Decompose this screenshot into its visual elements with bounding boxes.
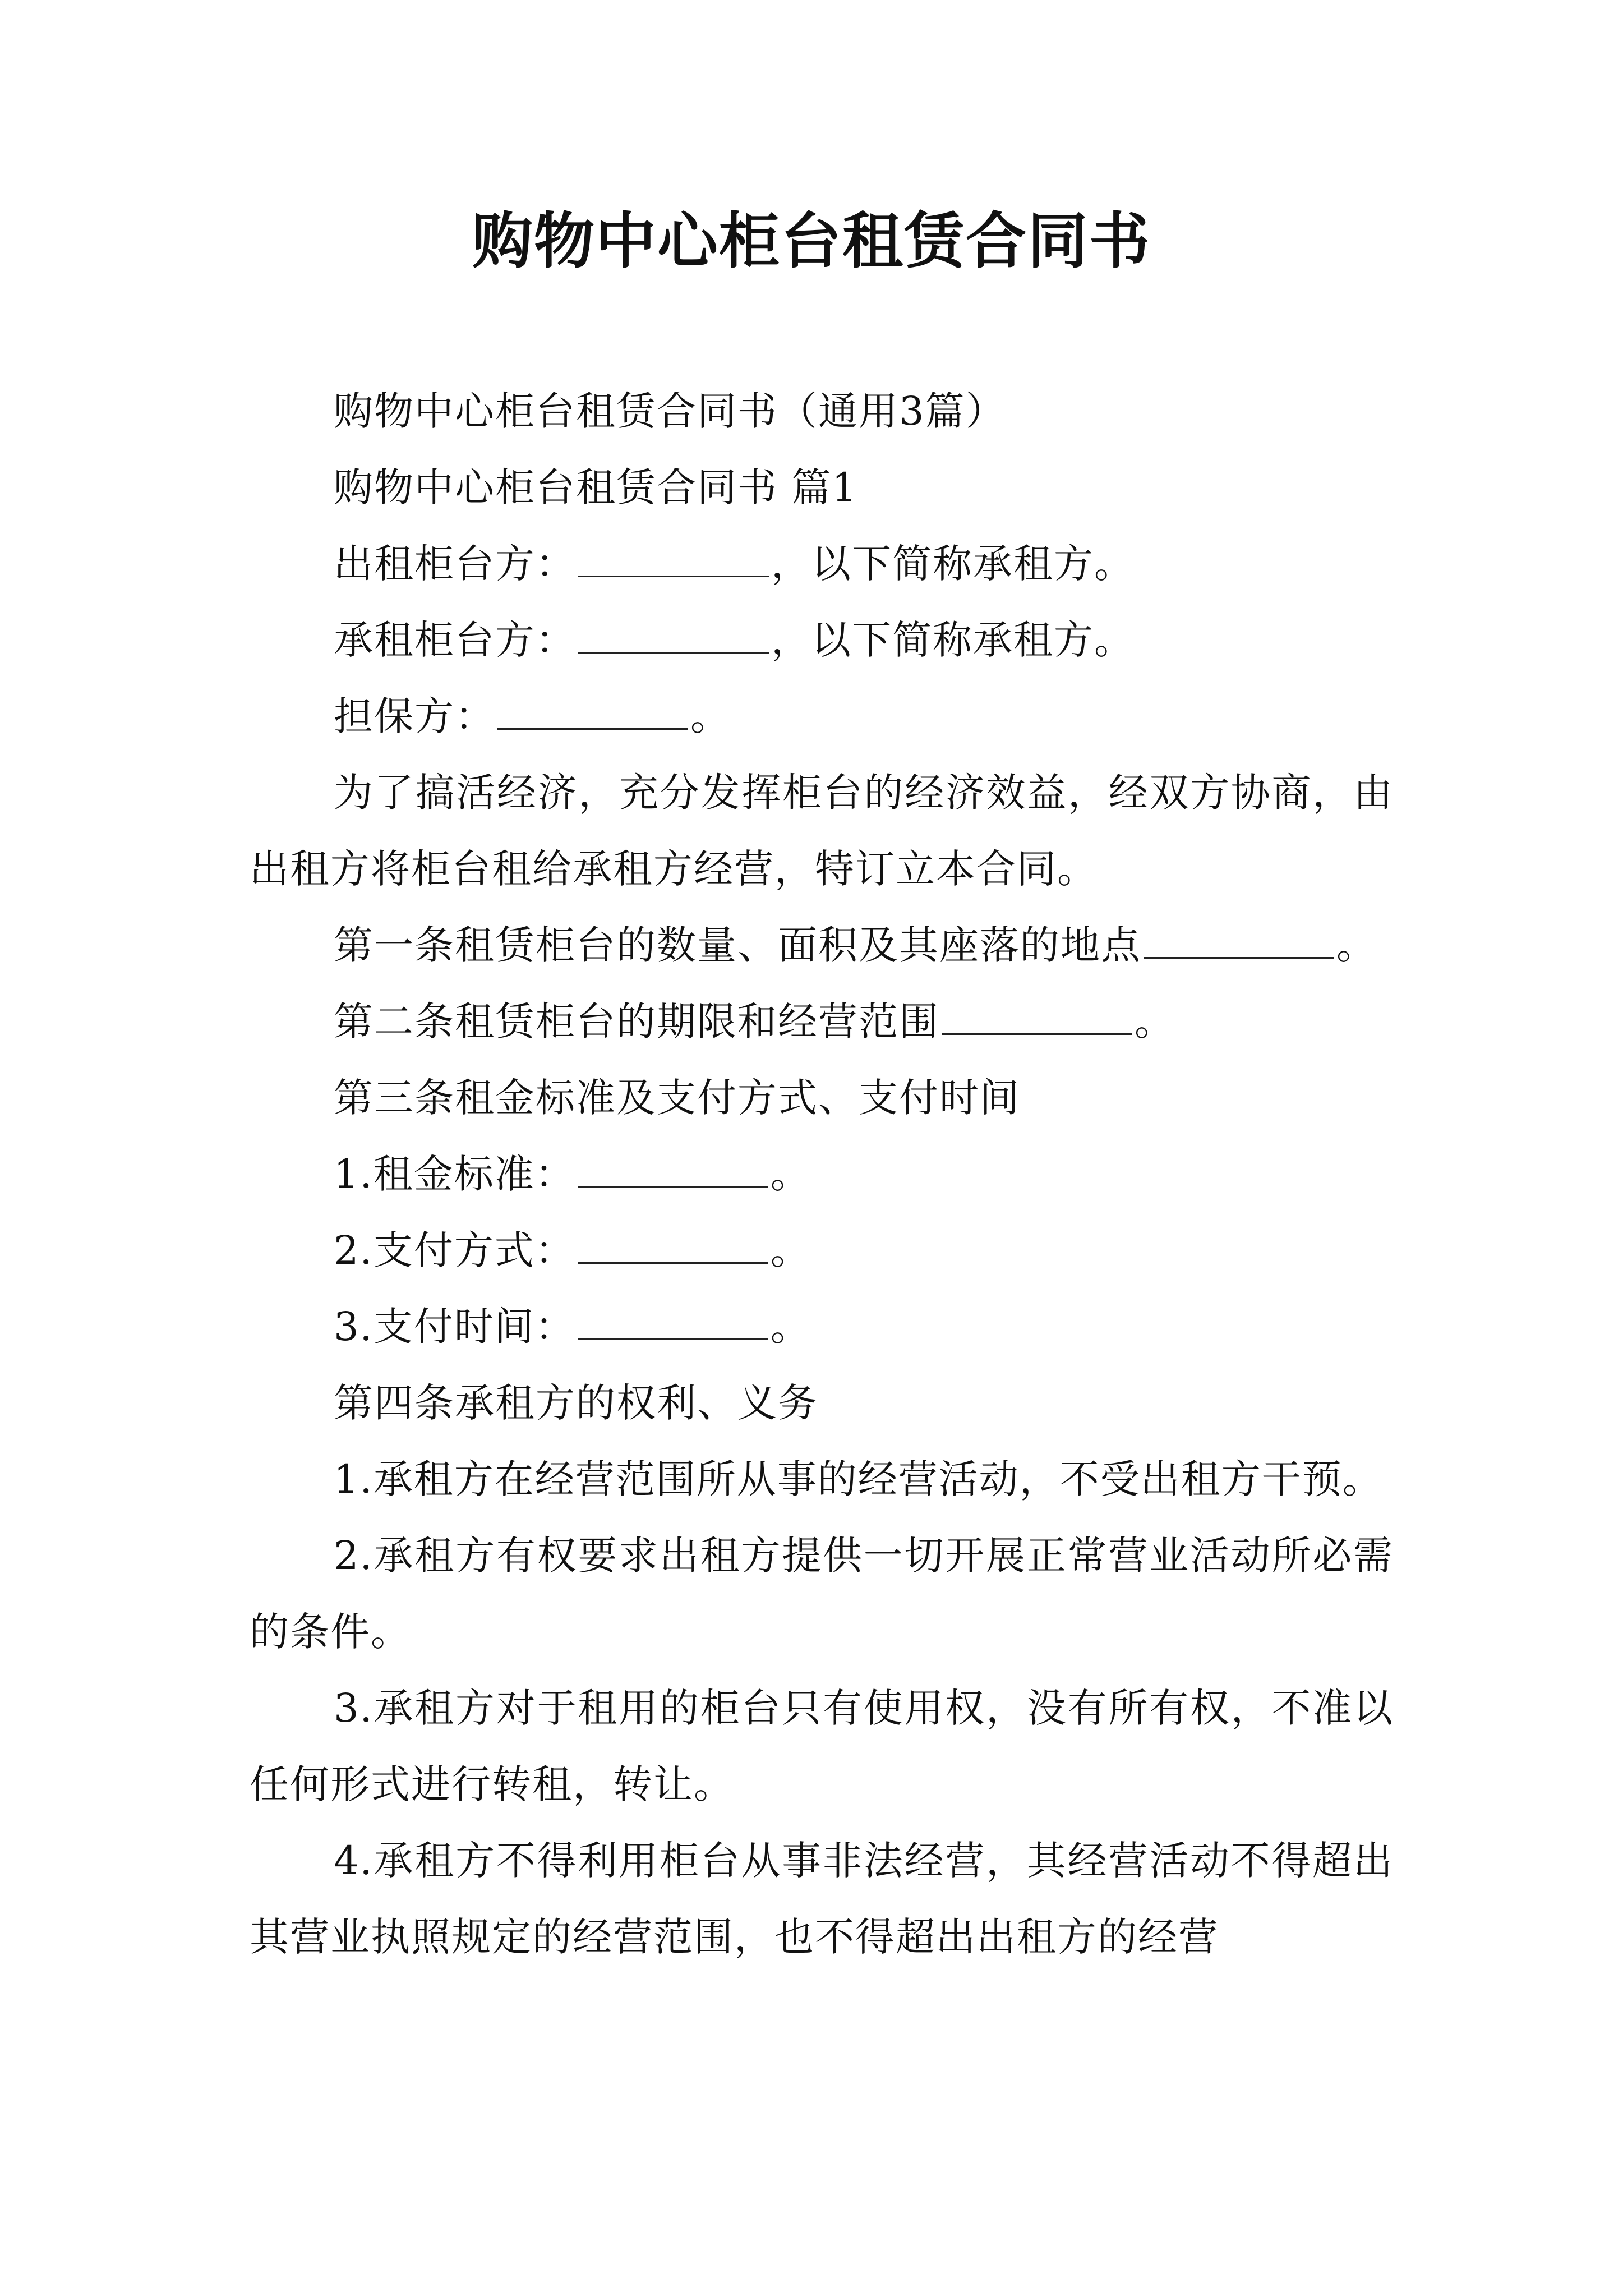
paragraph-article-1: [250, 907, 1394, 983]
paragraph-text-after: 。: [770, 1304, 811, 1350]
paragraph-article-4: [250, 1365, 1394, 1441]
paragraph-clause-2: [250, 1517, 1394, 1670]
fill-in-blank: [578, 1306, 768, 1340]
paragraph-text: 第四条承租方的权利、义务: [334, 1380, 818, 1426]
fill-in-blank: [578, 543, 769, 577]
paragraph-lessor: [250, 526, 1394, 602]
paragraph-text: 2.承租方有权要求出租方提供一切开展正常营业活动所必需的条件。: [250, 1533, 1394, 1655]
document-title: 购物中心柜台租赁合同书: [472, 206, 1151, 277]
fill-in-blank: [497, 696, 688, 730]
document-body: [250, 373, 1394, 1975]
paragraph-article-3: [250, 1060, 1394, 1136]
paragraph-text-after: 。: [690, 693, 731, 739]
paragraph-preamble: [250, 754, 1394, 907]
paragraph-lessee: [250, 602, 1394, 678]
paragraph-text: 4.承租方不得利用柜台从事非法经营，其经营活动不得超出其营业执照规定的经营范围，也不得超出出租方的经营: [250, 1838, 1394, 1960]
paragraph-subtitle: [250, 373, 1394, 449]
paragraph-text-after: 。: [1135, 999, 1175, 1045]
fill-in-blank: [578, 619, 769, 654]
paragraph-clause-4: [250, 1823, 1394, 1975]
paragraph-clause-1: [250, 1441, 1394, 1517]
paragraph-text-after: ，以下简称承租方。: [771, 541, 1135, 587]
paragraph-payment-method: [250, 1212, 1394, 1289]
paragraph-article-2: [250, 983, 1394, 1060]
paragraph-text-after: 。: [770, 1227, 811, 1273]
paragraph-section-heading: [250, 449, 1394, 526]
paragraph-text: 购物中心柜台租赁合同书（通用3篇）: [334, 388, 1006, 434]
paragraph-guarantor: [250, 678, 1394, 754]
paragraph-text-after: ，以下简称承租方。: [771, 617, 1135, 663]
paragraph-text-before: 承租柜台方：: [334, 617, 576, 663]
paragraph-text-before: 3.支付时间：: [334, 1304, 575, 1350]
paragraph-text-before: 出租柜台方：: [334, 541, 576, 587]
paragraph-text-before: 1.租金标准：: [334, 1151, 575, 1197]
fill-in-blank: [942, 1001, 1132, 1035]
paragraph-clause-3: [250, 1670, 1394, 1823]
paragraph-text-after: 。: [770, 1151, 811, 1197]
paragraph-text: 为了搞活经济，充分发挥柜台的经济效益，经双方协商，由出租方将柜台租给承租方经营，特订立本合同。: [250, 770, 1394, 892]
fill-in-blank: [578, 1230, 768, 1264]
paragraph-text-before: 担保方：: [334, 693, 495, 739]
paragraph-text-after: 。: [1336, 922, 1377, 968]
paragraph-text-before: 2.支付方式：: [334, 1227, 575, 1273]
paragraph-rent-standard: [250, 1136, 1394, 1212]
paragraph-text: 第三条租金标准及支付方式、支付时间: [334, 1075, 1020, 1121]
paragraph-text-before: 第二条租赁柜台的期限和经营范围: [334, 999, 939, 1045]
paragraph-payment-time: [250, 1289, 1394, 1365]
fill-in-blank: [578, 1153, 768, 1188]
paragraph-text-before: 第一条租赁柜台的数量、面积及其座落的地点: [334, 922, 1141, 968]
fill-in-blank: [1144, 924, 1334, 959]
paragraph-text: 3.承租方对于租用的柜台只有使用权，没有所有权，不准以任何形式进行转租，转让。: [250, 1685, 1394, 1807]
paragraph-text: 购物中心柜台租赁合同书 篇1: [334, 464, 858, 510]
paragraph-text: 1.承租方在经营范围所从事的经营活动，不受出租方干预。: [334, 1456, 1383, 1502]
